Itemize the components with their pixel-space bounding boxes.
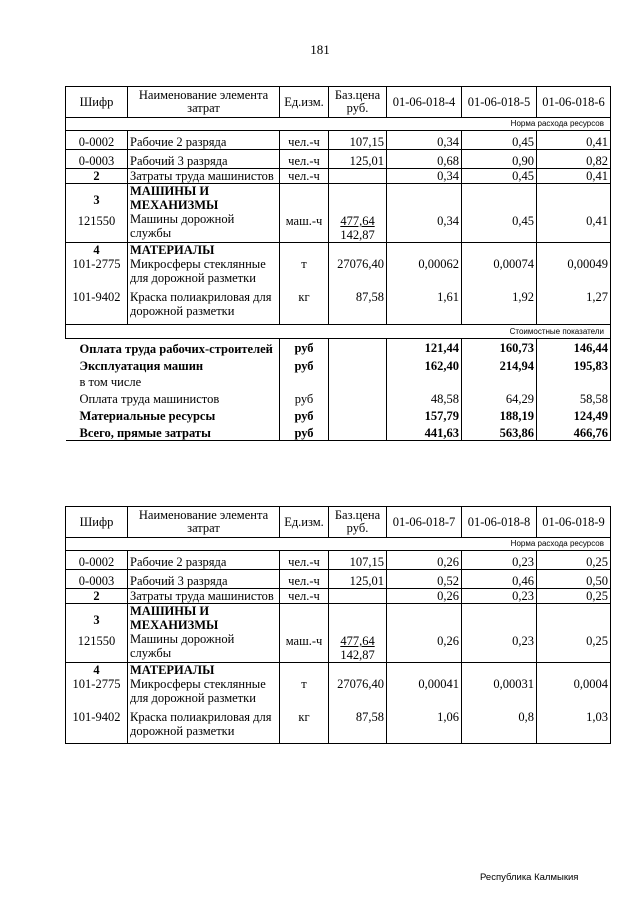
resource-table-1 bbox=[65, 86, 611, 441]
row-value: 1,92 bbox=[512, 290, 534, 304]
cost-label-row bbox=[66, 325, 611, 339]
header-col-1: 01-06-018-4 bbox=[387, 87, 462, 118]
summary-value: 214,94 bbox=[462, 357, 537, 373]
row-name: Машины дорожной службы bbox=[130, 212, 235, 240]
row-unit: чел.-ч bbox=[280, 150, 329, 169]
row-price: 125,01 bbox=[329, 570, 387, 589]
row-unit: чел.-ч bbox=[280, 589, 329, 604]
summary-empty bbox=[329, 389, 387, 406]
header-name: Наименование элемента затрат bbox=[128, 87, 280, 118]
machines-row bbox=[66, 604, 611, 663]
row-price-secondary: 142,87 bbox=[340, 228, 375, 242]
row-code: 101-9402 bbox=[72, 290, 121, 304]
summary-row bbox=[66, 389, 611, 406]
row-code: 2 bbox=[66, 169, 128, 184]
header-col-2: 01-06-018-5 bbox=[462, 87, 537, 118]
summary-row bbox=[66, 357, 611, 373]
header-unit: Ед.изм. bbox=[280, 87, 329, 118]
summary-empty bbox=[329, 423, 387, 441]
row-value: 0,8 bbox=[518, 710, 534, 724]
summary-unit: руб bbox=[280, 423, 329, 441]
row-value: 0,25 bbox=[586, 634, 608, 648]
section-code: 4 bbox=[93, 663, 100, 677]
summary-unit: руб bbox=[294, 392, 314, 406]
row-unit: маш.-ч bbox=[285, 214, 323, 228]
labor-row bbox=[66, 589, 611, 604]
summary-value: 162,40 bbox=[387, 357, 462, 373]
section-code: 4 bbox=[93, 243, 100, 257]
row-value: 0,34 bbox=[387, 131, 462, 150]
row-value: 0,50 bbox=[537, 570, 611, 589]
row-value: 0,82 bbox=[537, 150, 611, 169]
summary-name: Оплата труда машинистов bbox=[66, 389, 280, 406]
section-title: МАТЕРИАЛЫ bbox=[130, 243, 215, 257]
row-value: 0,46 bbox=[462, 570, 537, 589]
cost-label: Стоимостные показатели bbox=[66, 325, 611, 339]
table-row bbox=[66, 131, 611, 150]
row-price: 27076,40 bbox=[337, 677, 384, 691]
row-value: 0,23 bbox=[462, 589, 537, 604]
summary-value: 195,83 bbox=[537, 357, 611, 373]
row-code: 101-2775 bbox=[72, 677, 121, 691]
row-name: Краска полиакриловая для дорожной разметки bbox=[130, 710, 272, 738]
summary-unit: руб bbox=[294, 359, 314, 373]
summary-empty bbox=[329, 406, 387, 423]
norm-label-row bbox=[66, 538, 611, 551]
table-row bbox=[66, 551, 611, 570]
row-price-secondary: 142,87 bbox=[340, 648, 375, 662]
section-code: 3 bbox=[93, 193, 100, 207]
norm-label-row bbox=[66, 118, 611, 131]
summary-empty bbox=[329, 339, 387, 358]
row-code: 121550 bbox=[77, 634, 116, 648]
row-unit: кг bbox=[298, 290, 310, 304]
labor-row bbox=[66, 169, 611, 184]
row-code: 101-2775 bbox=[72, 257, 121, 271]
row-value: 0,0004 bbox=[573, 677, 608, 691]
row-name: Микросферы стеклянные для дорожной разметки bbox=[130, 257, 266, 285]
row-name: Затраты труда машинистов bbox=[128, 589, 280, 604]
section-title: МАШИНЫ И МЕХАНИЗМЫ bbox=[130, 604, 219, 632]
row-code: 0-0002 bbox=[66, 131, 128, 150]
table-row bbox=[66, 570, 611, 589]
summary-row bbox=[66, 423, 611, 441]
summary-unit: руб bbox=[294, 341, 314, 355]
row-price: 477,64 bbox=[340, 634, 375, 648]
row-value: 1,03 bbox=[586, 710, 608, 724]
header-col-1: 01-06-018-7 bbox=[387, 507, 462, 538]
section-title: МАТЕРИАЛЫ bbox=[130, 663, 215, 677]
row-value: 0,52 bbox=[387, 570, 462, 589]
row-value: 0,25 bbox=[537, 551, 611, 570]
row-value: 0,00062 bbox=[418, 257, 459, 271]
summary-value: 121,44 bbox=[387, 339, 462, 358]
row-unit: чел.-ч bbox=[280, 169, 329, 184]
row-price-empty bbox=[329, 169, 387, 184]
row-name: Затраты труда машинистов bbox=[128, 169, 280, 184]
row-value: 0,45 bbox=[512, 214, 534, 228]
section-code: 3 bbox=[93, 613, 100, 627]
row-code: 0-0003 bbox=[66, 150, 128, 169]
row-code: 0-0003 bbox=[66, 570, 128, 589]
row-code: 2 bbox=[66, 589, 128, 604]
row-value: 0,41 bbox=[537, 169, 611, 184]
summary-unit: руб bbox=[294, 409, 314, 423]
summary-value: 157,79 bbox=[387, 406, 462, 423]
row-unit: кг bbox=[298, 710, 310, 724]
row-value: 0,26 bbox=[387, 551, 462, 570]
summary-value: 466,76 bbox=[537, 423, 611, 441]
summary-value bbox=[387, 373, 462, 389]
section-title: МАШИНЫ И МЕХАНИЗМЫ bbox=[130, 184, 219, 212]
summary-unit bbox=[280, 373, 329, 389]
norm-label: Норма расхода ресурсов bbox=[66, 118, 611, 131]
header-name: Наименование элемента затрат bbox=[128, 507, 280, 538]
row-name: Рабочий 3 разряда bbox=[128, 570, 280, 589]
header-col-3: 01-06-018-6 bbox=[537, 87, 611, 118]
summary-row bbox=[66, 406, 611, 423]
summary-name: Эксплуатация машин bbox=[66, 357, 280, 373]
row-value: 0,41 bbox=[586, 214, 608, 228]
header-price: Баз.цена руб. bbox=[329, 507, 387, 538]
summary-value: 563,86 bbox=[462, 423, 537, 441]
row-value: 0,25 bbox=[537, 589, 611, 604]
summary-name: Всего, прямые затраты bbox=[66, 423, 280, 441]
row-price-empty bbox=[329, 589, 387, 604]
summary-value: 441,63 bbox=[387, 423, 462, 441]
table-row bbox=[66, 150, 611, 169]
row-value: 0,00049 bbox=[567, 257, 608, 271]
resource-table-2 bbox=[65, 506, 611, 744]
row-value: 0,41 bbox=[537, 131, 611, 150]
row-value: 1,61 bbox=[437, 290, 459, 304]
row-value: 0,23 bbox=[462, 551, 537, 570]
row-price: 27076,40 bbox=[337, 257, 384, 271]
row-unit: чел.-ч bbox=[280, 131, 329, 150]
summary-row bbox=[66, 373, 611, 389]
row-price: 125,01 bbox=[329, 150, 387, 169]
row-value: 0,00074 bbox=[493, 257, 534, 271]
materials-row bbox=[66, 243, 611, 325]
row-code: 101-9402 bbox=[72, 710, 121, 724]
row-value: 0,26 bbox=[437, 634, 459, 648]
header-code: Шифр bbox=[66, 87, 128, 118]
header-price: Баз.цена руб. bbox=[329, 87, 387, 118]
row-value: 1,27 bbox=[586, 290, 608, 304]
row-value: 0,34 bbox=[387, 169, 462, 184]
norm-label: Норма расхода ресурсов bbox=[66, 538, 611, 551]
summary-empty bbox=[329, 357, 387, 373]
summary-value: 160,73 bbox=[462, 339, 537, 358]
summary-value: 58,58 bbox=[537, 389, 611, 406]
materials-row bbox=[66, 663, 611, 744]
row-value: 1,06 bbox=[437, 710, 459, 724]
row-name: Машины дорожной службы bbox=[130, 632, 235, 660]
row-unit: т bbox=[301, 677, 307, 691]
summary-value: 124,49 bbox=[537, 406, 611, 423]
row-value: 0,26 bbox=[387, 589, 462, 604]
header-code: Шифр bbox=[66, 507, 128, 538]
row-price: 107,15 bbox=[329, 131, 387, 150]
summary-value: 146,44 bbox=[537, 339, 611, 358]
header-unit: Ед.изм. bbox=[280, 507, 329, 538]
row-code: 0-0002 bbox=[66, 551, 128, 570]
row-unit: чел.-ч bbox=[280, 570, 329, 589]
row-value: 0,00041 bbox=[418, 677, 459, 691]
row-price: 87,58 bbox=[355, 290, 384, 304]
summary-value bbox=[462, 373, 537, 389]
row-value: 0,68 bbox=[387, 150, 462, 169]
summary-value: 48,58 bbox=[387, 389, 462, 406]
row-name: Рабочие 2 разряда bbox=[128, 131, 280, 150]
row-unit: маш.-ч bbox=[285, 634, 323, 648]
row-unit: т bbox=[301, 257, 307, 271]
row-value: 0,45 bbox=[462, 169, 537, 184]
summary-value: 188,19 bbox=[462, 406, 537, 423]
row-value: 0,34 bbox=[437, 214, 459, 228]
row-name: Рабочий 3 разряда bbox=[128, 150, 280, 169]
summary-name: в том числе bbox=[66, 373, 280, 389]
row-value: 0,23 bbox=[512, 634, 534, 648]
summary-name: Оплата труда рабочих-строителей bbox=[66, 339, 280, 358]
header-col-3: 01-06-018-9 bbox=[537, 507, 611, 538]
header-col-2: 01-06-018-8 bbox=[462, 507, 537, 538]
row-name: Краска полиакриловая для дорожной разметки bbox=[130, 290, 272, 318]
table-header-row bbox=[66, 507, 611, 538]
summary-empty bbox=[329, 373, 387, 389]
table-header-row bbox=[66, 87, 611, 118]
summary-value: 64,29 bbox=[462, 389, 537, 406]
footer-region: Республика Калмыкия bbox=[480, 872, 579, 883]
summary-row bbox=[66, 339, 611, 358]
machines-row bbox=[66, 184, 611, 243]
row-value: 0,00031 bbox=[493, 677, 534, 691]
row-value: 0,45 bbox=[462, 131, 537, 150]
summary-name: Материальные ресурсы bbox=[66, 406, 280, 423]
row-price: 477,64 bbox=[340, 214, 375, 228]
row-name: Микросферы стеклянные для дорожной разметки bbox=[130, 677, 266, 705]
page-number: 181 bbox=[310, 42, 330, 57]
summary-value bbox=[537, 373, 611, 389]
row-code: 121550 bbox=[77, 214, 116, 228]
row-name: Рабочие 2 разряда bbox=[128, 551, 280, 570]
row-price: 107,15 bbox=[329, 551, 387, 570]
row-price: 87,58 bbox=[355, 710, 384, 724]
row-unit: чел.-ч bbox=[280, 551, 329, 570]
row-value: 0,90 bbox=[462, 150, 537, 169]
